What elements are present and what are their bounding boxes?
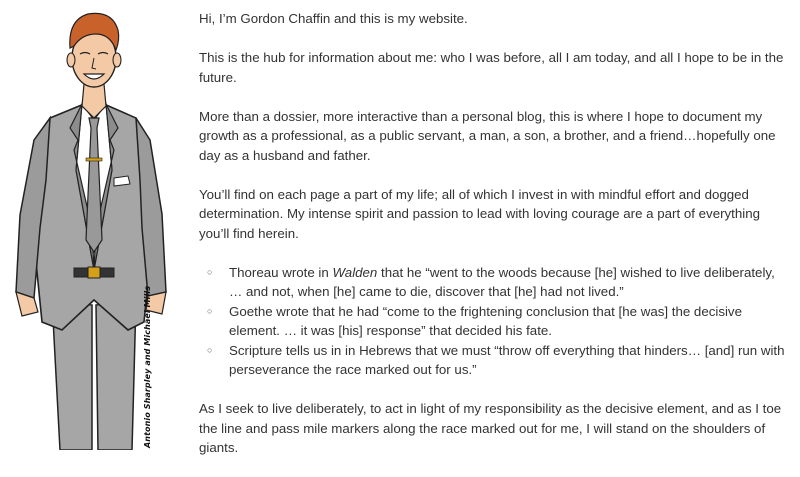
bullet-icon: ○ <box>207 266 213 277</box>
dossier-paragraph: More than a dossier, more interactive than a personal blog, this is where I hope to document my growth as a professional, as a public servant, a man, a son, a brother, and a friend…hopefully one day as a husband and father. <box>199 108 776 163</box>
book-title: Walden <box>332 264 378 280</box>
left-ear <box>67 53 75 67</box>
hub-paragraph: This is the hub for information about me: who I was before, all I am today, and all I hope to be in the future. <box>199 50 784 85</box>
greeting-paragraph: Hi, I’m Gordon Chaffin and this is my website. <box>199 11 468 26</box>
tie-clip <box>86 158 102 161</box>
list-item: ○ Goethe wrote that he had “come to the frightening conclusion that [he was] the decisive element. … it was [his] response” that decided his fate. <box>207 303 742 338</box>
bullet-icon: ○ <box>207 305 213 316</box>
life-paragraph: You’ll find on each page a part of my life; all of which I invest in with mindful effort and dogged determination. My intense spirit and passion to lead with loving courage are a part of everything you’ll find herein. <box>199 186 761 241</box>
list-item: ○ Thoreau wrote in Walden that he “went to the woods because [he] wished to live deliberately, … and not, when [he] came to die, discover that [he] had not lived.” <box>207 264 775 299</box>
intro-content <box>199 9 789 477</box>
pocket-square <box>114 176 130 186</box>
right-ear <box>113 53 121 67</box>
closing-paragraph: As I seek to live deliberately, to act in light of my responsibility as the decisive element, and as I toe the line and pass mile markers along the race marked out for me, I will stand on the shoulders of giants. <box>199 401 782 455</box>
list-item: ○ Scripture tells us in in Hebrews that we must “throw off everything that hinders… [and] run with perseverance the race marked out for us.” <box>207 342 785 377</box>
quotes-list <box>199 263 789 380</box>
belt-buckle <box>88 267 100 278</box>
bullet-icon: ○ <box>207 344 213 355</box>
artist-credit: Antonio Sharpley and Michael Mills <box>143 285 152 448</box>
